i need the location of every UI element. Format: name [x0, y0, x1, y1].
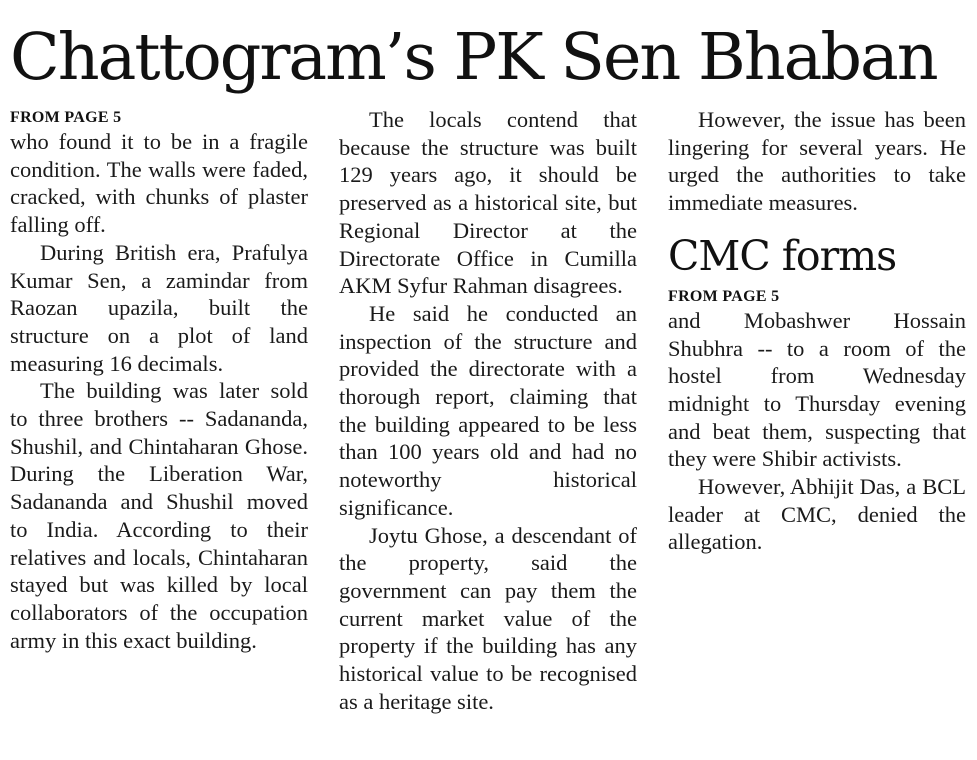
jump-label: FROM PAGE 5 [10, 109, 122, 126]
article-paragraph: and Mobashwer Hossain Shubhra -- to a room of the hostel from Wednesday midnight to Thursday evening and beat them, suspecting that they were Shibir activists. [668, 307, 966, 472]
article-column-3 [668, 106, 966, 556]
second-article-headline: CMC forms [668, 231, 897, 280]
article-paragraph: During British era, Prafulya Kumar Sen, a zamindar from Raozan upazila, built the structure on a plot of land measuring 16 decimals. [10, 239, 308, 376]
article-paragraph: The locals contend that because the structure was built 129 years ago, it should be preserved as a historical site, but Regional Director at the Directorate Office in Cumilla AKM Syfur Rahman disagrees. [339, 107, 637, 299]
article-paragraph: However, Abhijit Das, a BCL leader at CMC, denied the allegation. [668, 474, 966, 555]
article-column-2 [339, 106, 637, 715]
jump-label: FROM PAGE 5 [668, 287, 780, 305]
article-column-1 [10, 106, 308, 654]
article-paragraph: who found it to be in a fragile condition. The walls were faded, cracked, with chunks of plaster falling off. [10, 129, 308, 238]
article-paragraph: Joytu Ghose, a descendant of the property, said the government can pay them the current market value of the property if the building has any historical value to be recognised as a heritage site. [339, 522, 637, 714]
article-paragraph: The building was later sold to three brothers -- Sadananda, Shushil, and Chintaharan Ghose. During the Liberation War, Sadananda and Shushil moved to India. According to their relatives and locals, Chintaharan stayed but was killed by local collaborators of the occupation army in this exact building. [10, 378, 308, 653]
article-paragraph: He said he conducted an inspection of the structure and provided the directorate with a thorough report, claiming that the building appeared to be less than 100 years old and had no noteworthy historical significance. [339, 300, 637, 520]
page-headline: Chattogram’s PK Sen Bhaban [10, 20, 937, 95]
section-gap [668, 217, 966, 227]
article-paragraph: However, the issue has been lingering for several years. He urged the authorities to take immediate measures. [668, 107, 966, 216]
